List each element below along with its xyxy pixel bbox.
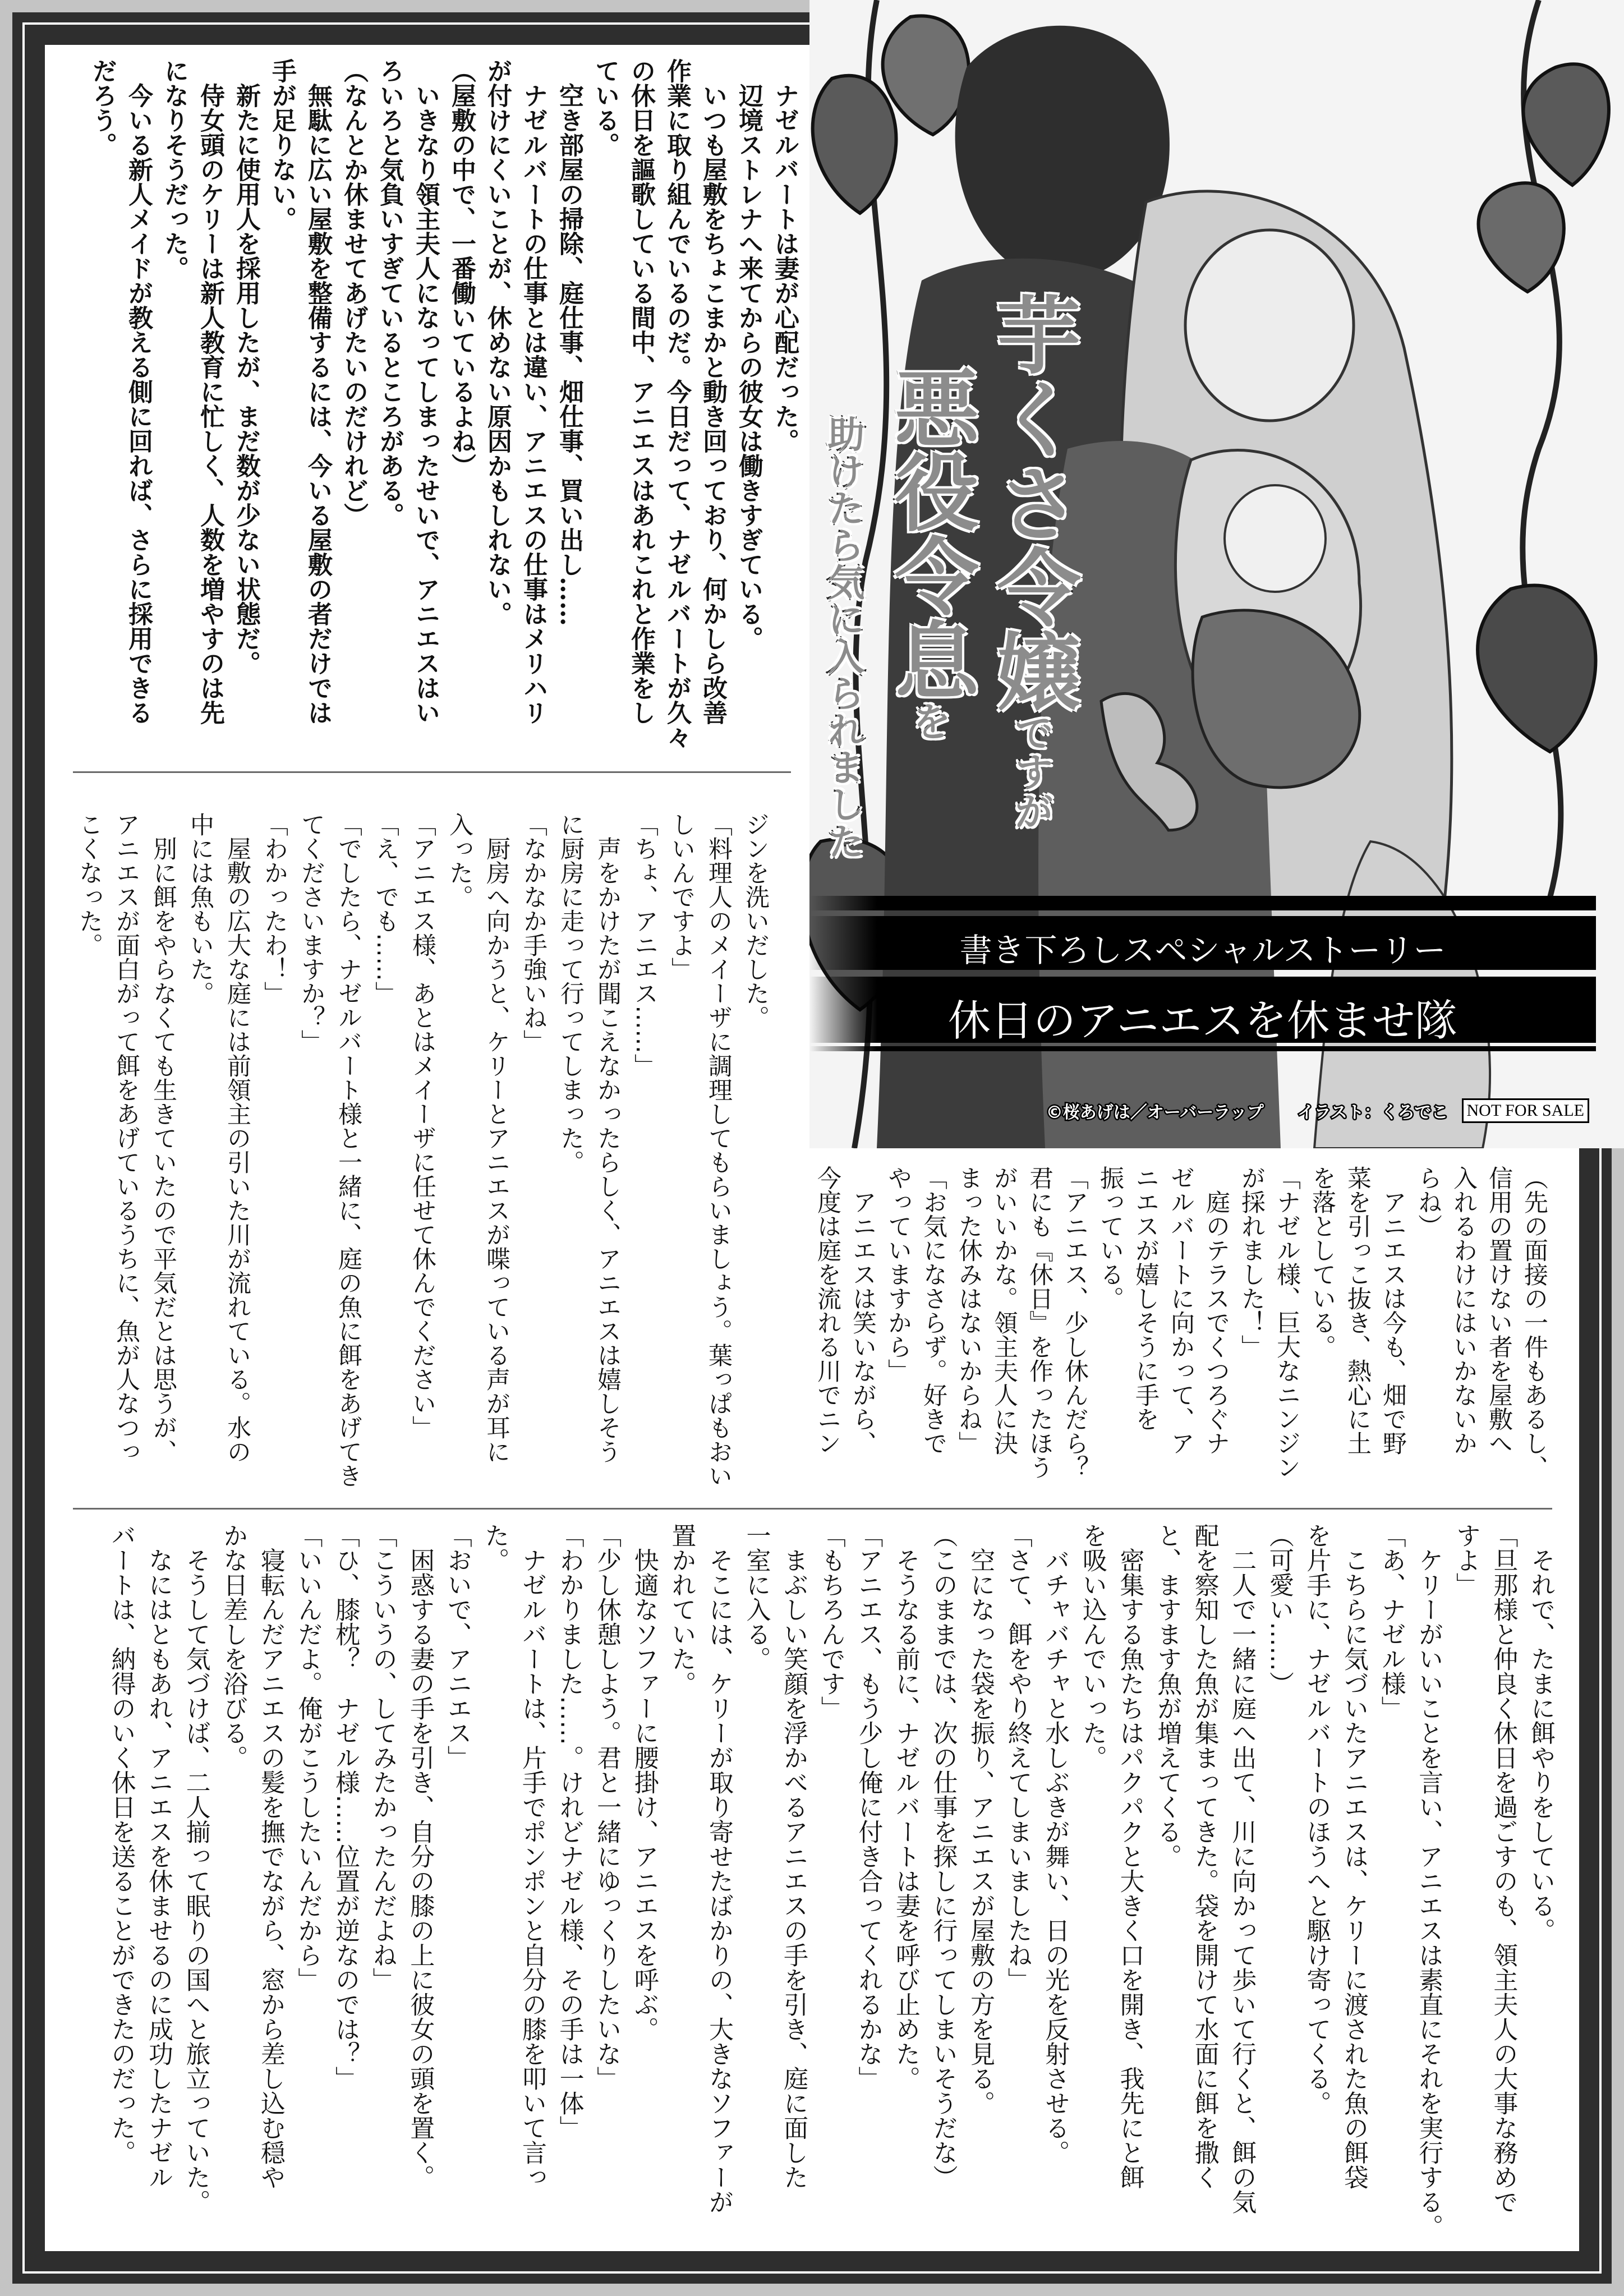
text-column: ている。	[591, 58, 619, 157]
text-column: 入った。	[445, 812, 473, 909]
banner-band-subtitle	[809, 916, 1596, 970]
text-column: 空になった袋を振り、アニエスが屋敷の方を見る。	[966, 1523, 995, 2115]
text-column: が付けにくいことが、休めない原因かもしれない。	[483, 58, 512, 626]
text-column: 新たに使用人を採用したが、まだ数が少ない状態だ。	[232, 58, 260, 675]
text-column: を片手に、ナゼルバートのほうへと駆け寄ってくる。	[1302, 1523, 1331, 2115]
banner-band-top	[809, 896, 1596, 910]
text-column: を落としている。	[1308, 1166, 1336, 1359]
text-column: アニエスが面白がって餌をあげているうちに、魚が人なつっ	[112, 812, 140, 1464]
text-column: になりそうだった。	[160, 58, 188, 280]
text-column: 別に餌をやらなくても生きていたので平気だとは思うが、	[149, 812, 177, 1464]
text-column: 作業に取り組んでいるのだ。今日だって、ナゼルバートが久々	[663, 58, 691, 749]
text-column: （なんとか休ませてあげたいのだけれど）	[339, 58, 368, 527]
text-column: 今度は庭を流れる川でニン	[813, 1166, 841, 1455]
text-column: 「アニエス、少し休んだら？	[1061, 1166, 1089, 1479]
text-column: の休日を謳歌している間中、アニエスはあれこれと作業をし	[627, 58, 655, 725]
text-column: 「わかったわ！」	[260, 812, 288, 1005]
text-column: が採れました！」	[1237, 1166, 1266, 1359]
text-column: 「アニエス、もう少し俺に付き合ってくれるかな」	[854, 1523, 883, 2091]
text-column: 「少し休憩しよう。君と一緒にゆっくりしたいな」	[592, 1523, 622, 2091]
text-column: を吸い込んでいった。	[1078, 1523, 1107, 1770]
text-column: 一室に入る。	[742, 1523, 771, 1671]
text-column: 「ナゼル様、巨大なニンジン	[1273, 1166, 1301, 1479]
text-column: 「アニエス様、あとはメイーザに任せて休んでください」	[408, 812, 436, 1439]
banner-title: 休日のアニエスを休ませ隊	[947, 996, 1458, 1046]
text-column: 「さて、餌をやり終えてしまいましたね」	[1003, 1523, 1032, 1992]
text-column: こくなった。	[75, 812, 103, 957]
text-column: 無駄に広い屋敷を整備するには、今いる屋敷の者だけでは	[303, 58, 332, 725]
text-column: 寝転んだアニエスの髪を撫でながら、窓から差し込む穏や	[256, 1523, 285, 2189]
text-column: 「え、でも……」	[371, 812, 399, 1005]
text-column: だろう。	[88, 58, 117, 157]
text-column: そこには、ケリーが取り寄せたばかりの、大きなソファーが	[704, 1523, 733, 2214]
text-column: らね）	[1414, 1166, 1442, 1238]
banner-subtitle: 書き下ろしスペシャルストーリー	[959, 931, 1446, 969]
cover-illustration	[809, 0, 1624, 1148]
text-column: ろいろと気負いすぎているところがある。	[375, 58, 404, 527]
text-column: ゼルバートに向かって、ア	[1167, 1166, 1195, 1455]
text-column: こちらに気づいたアニエスは、ケリーに渡された魚の餌袋	[1340, 1523, 1369, 2189]
text-column: 快適なソファーに腰掛け、アニエスを呼ぶ。	[629, 1523, 659, 2041]
text-column: 置かれていた。	[667, 1523, 696, 1696]
story-section-2-left	[71, 812, 774, 1502]
text-column: バートは、納得のいく休日を送ることができたのだった。	[107, 1523, 136, 2165]
text-column: かな日差しを浴びる。	[219, 1523, 248, 1770]
text-column: 君にも『休日』を作ったほう	[1025, 1166, 1053, 1479]
text-column: に厨房に走って行ってしまった。	[556, 812, 585, 1174]
not-for-sale-badge: NOT FOR SALE	[1462, 1098, 1589, 1123]
text-column: 入れるわけにはいかないか	[1450, 1166, 1478, 1455]
text-column: 「おいで、アニエス」	[443, 1523, 472, 1770]
text-column: 「旦那様と仲良く休日を過ごすのも、領主夫人の大事な務めで	[1489, 1523, 1518, 2214]
story-section-1	[84, 58, 802, 765]
text-column: いつも屋敷をちょこまかと動き回っており、何かしら改善	[698, 58, 727, 725]
banner-band-title	[809, 977, 1596, 1046]
text-column: 「あ、ナゼル様」	[1377, 1523, 1406, 1720]
title-line-1-text: 芋くさ令嬢	[982, 292, 1080, 712]
text-column: （このままでは、次の仕事を探しに行ってしまいそうだな）	[928, 1523, 958, 2189]
text-column: 今いる新人メイドが教える側に回れば、さらに採用できる	[124, 58, 153, 725]
text-column: 中には魚もいた。	[186, 812, 214, 1005]
text-column: 侍女頭のケリーは新人教育に忙しく、人数を増やすのは先	[196, 58, 224, 725]
story-section-2-right	[809, 1166, 1552, 1502]
story-banner	[809, 896, 1596, 1051]
section-divider-2	[73, 1508, 1552, 1510]
text-column: そうして気づけば、二人揃って眠りの国へと旅立っていた。	[181, 1523, 210, 2214]
text-column: ナゼルバートは、片手でポンポンと自分の膝を叩いて言っ	[517, 1523, 546, 2189]
text-column: 「わかりました……。けれどナゼル様、その手は一体」	[555, 1523, 584, 2140]
text-column: 配を察知した魚が集まってきた。袋を開けて水面に餌を撒く	[1190, 1523, 1219, 2189]
illustrator-credit: イラスト：くろでこ	[1297, 1103, 1448, 1122]
text-column: 「なかなか手強いね」	[519, 812, 548, 1053]
text-column: まった休みはないからね」	[955, 1166, 983, 1455]
title-line-2	[881, 365, 977, 740]
text-column: 手が足りない。	[268, 58, 296, 231]
text-column: た。	[480, 1523, 509, 1572]
text-column: （可愛い……）	[1264, 1523, 1294, 1696]
text-column: 「お気になさらず。好きで	[919, 1166, 947, 1455]
text-column: 声をかけたが聞こえなかったらしく、アニエスは嬉しそう	[594, 812, 622, 1464]
text-column: まぶしい笑顔を浮かべるアニエスの手を引き、庭に面した	[779, 1523, 808, 2189]
text-column: ケリーがいいことを言い、アニエスは素直にそれを実行する。	[1414, 1523, 1443, 2239]
text-column: 菜を引っこ抜き、熱心に土	[1344, 1166, 1372, 1455]
copyright-text: ©桜あげは／オーバーラップ	[1046, 1103, 1264, 1122]
text-column: アニエスは今も、畑で野	[1379, 1166, 1407, 1455]
text-column: アニエスは笑いながら、	[849, 1166, 877, 1455]
text-column: 密集する魚たちはパクパクと大きく口を開き、我先にと餌	[1115, 1523, 1144, 2189]
text-column: バチャバチャと水しぶきが舞い、日の光を反射させる。	[1041, 1523, 1070, 2165]
banner-band-bottom	[809, 1046, 1596, 1051]
title-line-3	[817, 415, 868, 859]
text-column: 振っている。	[1096, 1166, 1124, 1310]
text-column: がいいかな。領主夫人に決	[990, 1166, 1018, 1455]
title-line-2-suffix: を	[906, 701, 952, 740]
credit-row	[1046, 1098, 1589, 1123]
text-column: ナゼルバートは妻が心配だった。	[770, 58, 799, 453]
text-column: 空き部屋の掃除、庭仕事、畑仕事、買い出し……	[555, 58, 583, 626]
story-section-3	[102, 1523, 1559, 2247]
title-line-1-suffix: ですが	[1008, 712, 1054, 830]
text-column: と、ますます魚が増えてくる。	[1153, 1523, 1182, 1869]
text-column: なにはともあれ、アニエスを休ませるのに成功したナゼル	[144, 1523, 173, 2189]
text-column: てくださいますか？」	[297, 812, 325, 1053]
text-column: それで、たまに餌やりをしている。	[1526, 1523, 1555, 1943]
text-column: 屋敷の広大な庭には前領主の引いた川が流れている。水の	[223, 812, 251, 1464]
text-column: ジンを洗いだした。	[742, 812, 770, 1029]
text-column: やっていますから」	[884, 1166, 912, 1383]
title-line-3-text: 助けたら気に入られました	[821, 415, 864, 859]
text-column: すよ」	[1451, 1523, 1480, 1597]
text-column: （先の面接の一件もあるし、	[1520, 1166, 1548, 1479]
text-column: 信用の置けない者を屋敷へ	[1485, 1166, 1513, 1455]
text-column: 庭のテラスでくつろぐナ	[1202, 1166, 1230, 1455]
text-column: 厨房へ向かうと、ケリーとアニエスが喋っている声が耳に	[482, 812, 510, 1464]
title-line-1	[983, 292, 1079, 830]
text-column: 「でしたら、ナゼルバート様と一緒に、庭の魚に餌をあげてき	[334, 812, 362, 1488]
text-column: 「いいんだよ。俺がこうしたいんだから」	[293, 1523, 323, 1992]
text-column: 「もちろんです」	[816, 1523, 845, 1720]
text-column: ニエスが嬉しそうに手を	[1131, 1166, 1160, 1431]
text-column: 辺境ストレナへ来てからの彼女は働きすぎている。	[734, 58, 763, 651]
credit-line	[1046, 1098, 1448, 1123]
text-column: 「こういうの、してみたかったんだよね」	[368, 1523, 397, 1992]
text-column: 「料理人のメイーザに調理してもらいましょう。葉っぱもおい	[705, 812, 733, 1488]
title-line-2-text: 悪役令息	[880, 365, 978, 701]
text-column: しいんですよ」	[668, 812, 696, 981]
text-column: そうなる前に、ナゼルバートは妻を呼び止めた。	[891, 1523, 920, 2091]
text-column: 二人で一緒に庭へ出て、川に向かって歩いて行くと、餌の気	[1227, 1523, 1257, 2214]
text-column: 「ちょ、アニエス……」	[631, 812, 659, 1078]
text-column: いきなり領主夫人になってしまったせいで、アニエスはい	[411, 58, 440, 725]
text-column: ナゼルバートの仕事とは違い、アニエスの仕事はメリハリ	[519, 58, 548, 725]
text-column: （屋敷の中で、一番働いているよね）	[447, 58, 476, 478]
text-column: 「ひ、膝枕？ ナゼル様……位置が逆なのでは？」	[331, 1523, 360, 2091]
section-divider-1	[73, 771, 791, 773]
text-column: 困惑する妻の手を引き、自分の膝の上に彼女の頭を置く。	[406, 1523, 435, 2189]
